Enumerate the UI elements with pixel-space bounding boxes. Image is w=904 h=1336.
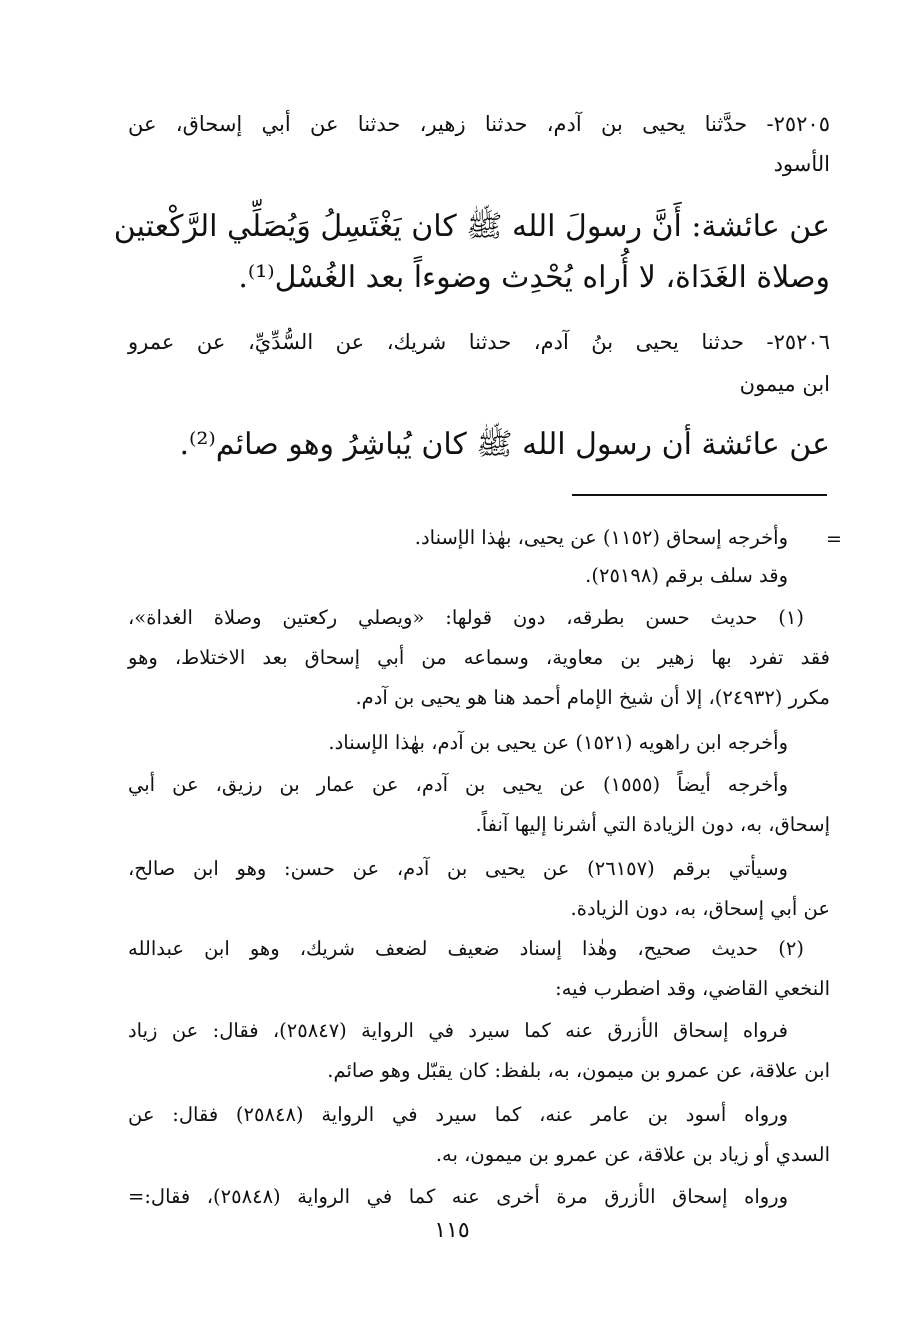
footnote-line: (٢) حديث صحيح، وهٰذا إسناد ضعيف لضعف شريك، وهو ابن عبدالله: [128, 937, 804, 960]
hadith-25206-matn-line-1: عن عائشة أن رسول الله ﷺ كان يُباشِرُ وهو صائم⁽²⁾.: [179, 427, 830, 462]
page-number: ١١٥: [434, 1218, 470, 1243]
hadith-25205-matn-line-2: وصلاة الغَدَاة، لا أُراه يُحْدِث وضوءاً بعد الغُسْل⁽¹⁾.: [238, 260, 830, 295]
footnote-line: النخعي القاضي، وقد اضطرب فيه:: [555, 977, 830, 1000]
footnote-line: وسيأتي برقم (٢٦١٥٧) عن يحيى بن آدم، عن حسن: وهو ابن صالح،: [128, 857, 788, 880]
footnote-line: (١) حديث حسن بطرقه، دون قولها: «ويصلي ركعتين وصلاة الغداة»،: [128, 606, 804, 629]
hadith-25205-isnad-line-1: ٢٥٢٠٥- حدَّثنا يحيى بن آدم، حدثنا زهير، حدثنا عن أبي إسحاق، عن: [128, 112, 830, 136]
footnote-line: عن أبي إسحاق، به، دون الزيادة.: [570, 897, 830, 920]
footnote-line: إسحاق، به، دون الزيادة التي أشرنا إليها آنفاً.: [475, 813, 830, 836]
footnote-line: ورواه إسحاق الأزرق مرة أخرى عنه كما في الرواية (٢٥٨٤٨)، فقال:=: [128, 1185, 788, 1208]
footnote-line: وأخرجه أيضاً (١٥٥٥) عن يحيى بن آدم، عن عمار بن رزيق، عن أبي: [128, 773, 788, 796]
footnote-line: مكرر (٢٤٩٣٢)، إلا أن شيخ الإمام أحمد هنا هو يحيى بن آدم.: [355, 686, 830, 709]
footnote-line: فقد تفرد بها زهير بن معاوية، وسماعه من أبي إسحاق بعد الاختلاط، وهو: [128, 646, 830, 669]
footnote-divider: [572, 494, 827, 496]
footnote-line: السدي أو زياد بن علاقة، عن عمرو بن ميمون، به.: [435, 1143, 830, 1166]
hadith-25206-isnad-line-2: ابن ميمون: [739, 372, 830, 396]
hadith-25206-isnad-line-1: ٢٥٢٠٦- حدثنا يحيى بنُ آدم، حدثنا شريك، عن السُّدِّيِّ، عن عمرو: [128, 330, 830, 354]
footnote-line: وأخرجه ابن راهويه (١٥٢١) عن يحيى بن آدم، بهٰذا الإسناد.: [328, 731, 788, 754]
hadith-25205-isnad-line-2: الأسود: [773, 152, 830, 176]
continuation-marker: =: [826, 528, 842, 550]
footnote-line: وقد سلف برقم (٢٥١٩٨).: [585, 564, 788, 587]
footnote-line: ابن علاقة، عن عمرو بن ميمون، به، بلفظ: كان يقبّل وهو صائم.: [327, 1059, 830, 1082]
footnote-line: ورواه أسود بن عامر عنه، كما سيرد في الرواية (٢٥٨٤٨) فقال: عن: [128, 1103, 788, 1126]
footnote-line: وأخرجه إسحاق (١١٥٢) عن يحيى، بهٰذا الإسناد.: [414, 526, 788, 549]
hadith-25205-matn-line-1: عن عائشة: أَنَّ رسولَ الله ﷺ كان يَغْتَسِلُ وَيُصَلِّي الرَّكْعتين: [113, 209, 830, 244]
footnote-line: فرواه إسحاق الأزرق عنه كما سيرد في الرواية (٢٥٨٤٧)، فقال: عن زياد: [128, 1019, 788, 1042]
